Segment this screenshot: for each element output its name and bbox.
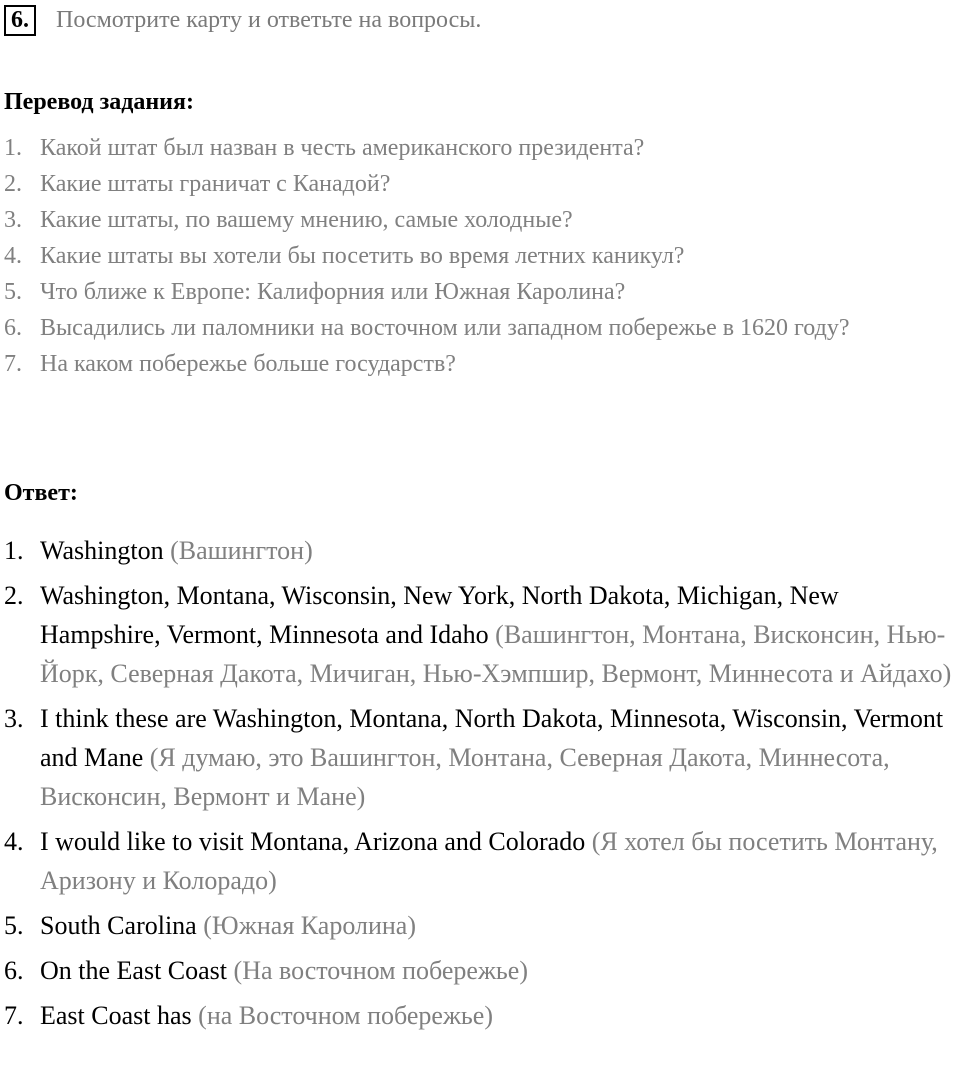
answer-item bbox=[4, 531, 956, 570]
translation-item-number: 2. bbox=[4, 171, 22, 197]
answer-english: South Carolina bbox=[40, 911, 197, 940]
answer-item-number: 3. bbox=[4, 704, 24, 733]
answer-russian: (Южная Каролина) bbox=[203, 911, 416, 940]
answer-item bbox=[4, 906, 956, 945]
translation-item-text: На каком побережье больше государств? bbox=[40, 351, 456, 377]
task-number-badge: 6. bbox=[4, 5, 36, 36]
answer-english: On the East Coast bbox=[40, 956, 228, 985]
translation-item bbox=[4, 132, 956, 164]
answer-list bbox=[4, 531, 956, 1041]
translation-item bbox=[4, 168, 956, 200]
translation-item-text: Что ближе к Европе: Калифорния или Южная Каролина? bbox=[40, 279, 626, 305]
answer-english: Washington, Montana, Wisconsin, New York, North Dakota, Michigan, New Hampshire, Vermont, Minnesota and Idaho bbox=[40, 581, 839, 649]
translation-item-number: 4. bbox=[4, 243, 22, 269]
answer-item-number: 2. bbox=[4, 581, 24, 610]
translation-item-text: Какие штаты граничат с Канадой? bbox=[40, 171, 391, 197]
translation-item-number: 6. bbox=[4, 315, 22, 341]
answer-russian: (Я хотел бы посетить Монтану, Аризону и Колорадо) bbox=[40, 827, 938, 895]
answer-item-body bbox=[40, 699, 956, 816]
translation-item-number: 1. bbox=[4, 135, 22, 161]
translation-item-number: 7. bbox=[4, 351, 22, 377]
translation-item-number: 3. bbox=[4, 207, 22, 233]
translation-item bbox=[4, 204, 956, 236]
translation-item bbox=[4, 240, 956, 272]
answer-item-number: 7. bbox=[4, 1001, 24, 1030]
translation-heading: Перевод задания: bbox=[4, 89, 194, 115]
answer-item-body bbox=[40, 822, 956, 900]
task-instruction: Посмотрите карту и ответьте на вопросы. bbox=[56, 6, 482, 33]
translation-list bbox=[4, 132, 956, 384]
answer-item-number: 1. bbox=[4, 536, 24, 565]
answer-english: Washington bbox=[40, 536, 164, 565]
answer-item bbox=[4, 699, 956, 816]
answer-english: East Coast has bbox=[40, 1001, 192, 1030]
answer-item-body bbox=[40, 531, 956, 570]
answer-item-number: 6. bbox=[4, 956, 24, 985]
answer-russian: (Вашингтон, Монтана, Висконсин, Нью-Йорк, Северная Дакота, Мичиган, Нью-Хэмпшир, Вермонт, Миннесота и Айдахо) bbox=[40, 620, 952, 688]
answer-heading: Ответ: bbox=[4, 480, 78, 506]
answer-item-body bbox=[40, 906, 956, 945]
answer-russian: (Я думаю, это Вашингтон, Монтана, Северная Дакота, Миннесота, Висконсин, Вермонт и Мане) bbox=[40, 743, 890, 811]
answer-item-number: 4. bbox=[4, 827, 24, 856]
answer-item-body bbox=[40, 996, 956, 1035]
translation-item-number: 5. bbox=[4, 279, 22, 305]
answer-item-body bbox=[40, 576, 956, 693]
answer-item bbox=[4, 951, 956, 990]
task-header bbox=[4, 4, 481, 36]
translation-item bbox=[4, 276, 956, 308]
translation-item-text: Какие штаты, по вашему мнению, самые холодные? bbox=[40, 207, 573, 233]
answer-russian: (На восточном побережье) bbox=[233, 956, 528, 985]
answer-item-number: 5. bbox=[4, 911, 24, 940]
translation-item-text: Какой штат был назван в честь американского президента? bbox=[40, 135, 645, 161]
translation-item-text: Какие штаты вы хотели бы посетить во время летних каникул? bbox=[40, 243, 685, 269]
translation-item bbox=[4, 348, 956, 380]
answer-item bbox=[4, 822, 956, 900]
answer-english: I think these are Washington, Montana, North Dakota, Minnesota, Wisconsin, Vermont and Mane bbox=[40, 704, 944, 772]
translation-item-text: Высадились ли паломники на восточном или западном побережье в 1620 году? bbox=[40, 315, 850, 341]
answer-item bbox=[4, 996, 956, 1035]
answer-russian: (Вашингтон) bbox=[170, 536, 313, 565]
translation-item bbox=[4, 312, 956, 344]
answer-russian: (на Восточном побережье) bbox=[198, 1001, 493, 1030]
answer-item-body bbox=[40, 951, 956, 990]
answer-english: I would like to visit Montana, Arizona and Colorado bbox=[40, 827, 586, 856]
answer-item bbox=[4, 576, 956, 693]
